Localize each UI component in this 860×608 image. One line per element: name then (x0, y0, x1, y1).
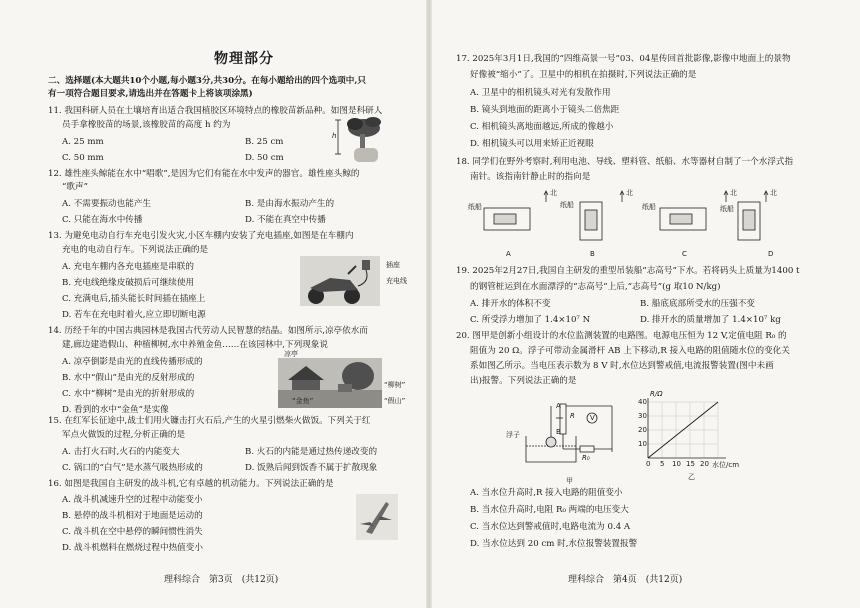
q13-stem-2: 充电的电动自行车。下列说法正确的是 (62, 245, 209, 255)
q20-resistance-graph (644, 396, 744, 468)
q16-option-b: B. 悬停的战斗机相对于地面是运动的 (62, 511, 203, 521)
q13-option-b: B. 充电线绝缘皮破损后可继续使用 (62, 278, 195, 288)
q20-float-label: 浮子 (506, 431, 520, 439)
q14-option-b: B. 水中“假山”是由光的反射形成的 (62, 373, 195, 383)
q14-stem-1: 14. 历经千年的中国古典园林是我国古代劳动人民智慧的结晶。如图所示,凉亭依水而 (48, 326, 368, 336)
q14-option-d: D. 看到的水中“金鱼”是实像 (62, 405, 169, 415)
q18-stem-2: 南针。该指南针静止时的指向是 (470, 172, 591, 182)
q18-boat-label-b: 纸船 (560, 201, 574, 209)
q18-boat-label-a: 纸船 (468, 203, 482, 211)
q14-goldfish-label: “金鱼” (292, 397, 314, 405)
q18-north-c: 北 (730, 189, 737, 197)
q20-x-tick-5: 5 (660, 460, 665, 468)
section-instruction-1: 二、选择题(本大题共10个小题,每小题3分,共30分。在每小题给出的四个选项中,只 (48, 76, 366, 86)
q19-option-a: A. 排开水的体积不变 (470, 299, 551, 309)
section-instruction-2: 有一项符合题目要求,请选出并在答题卡上将该项涂黑) (48, 89, 253, 99)
q18-north-a: 北 (550, 189, 557, 197)
q17-option-a: A. 卫星中的相机镜头对光有发散作用 (470, 88, 611, 98)
q18-north-d: 北 (770, 189, 777, 197)
right-page-footer: 理科综合 第4页 (共12页) (568, 575, 683, 585)
q14-option-a: A. 凉亭倒影是由光的直线传播形成的 (62, 357, 203, 367)
q20-voltmeter-label: V (590, 414, 595, 422)
q20-option-d: D. 当水位达到 20 cm 时,水位报警装置报警 (470, 539, 638, 549)
q20-y-tick-30: 30 (638, 412, 647, 420)
q13-stem-1: 13. 为避免电动自行车充电引发火灾,小区车棚内安装了充电插座,如图是在车棚内 (48, 231, 354, 241)
q17-stem-2: 好像被“缩小”了。卫星中的相机在拍摄时,下列说法正确的是 (470, 70, 697, 80)
q11-stem-1: 11. 我国科研人员在土壤培育出适合我国植胶区环境特点的橡胶苗新品种。如图是科研人 (48, 106, 383, 116)
q19-stem-1: 19. 2025年2月27日,我国自主研发的重型吊装船“志高号”下水。若将码头上质量为1400 t (456, 266, 800, 276)
q16-option-c: C. 战斗机在空中悬停的瞬间惯性消失 (62, 527, 203, 537)
q11-option-d: D. 50 cm (245, 153, 284, 163)
right-page (430, 0, 860, 608)
section-title: 物理部分 (214, 51, 274, 67)
q12-option-a: A. 不需要振动也能产生 (62, 199, 152, 209)
q14-option-c: C. 水中“柳树”是由光的折射形成的 (62, 389, 195, 399)
q14-willow-label: “柳树” (384, 381, 406, 389)
q20-terminal-b-label: B (556, 428, 561, 436)
q11-stem-2: 员手拿橡胶苗的场景,该橡胶苗的高度 h 约为 (62, 120, 231, 130)
q20-figure-a-label: 甲 (566, 477, 573, 485)
q11-option-a: A. 25 mm (62, 137, 104, 147)
q12-option-b: B. 是由海水振动产生的 (245, 199, 335, 209)
q20-x-tick-10: 10 (672, 460, 681, 468)
q17-option-c: C. 相机镜头离地面越远,所成的像越小 (470, 122, 614, 132)
q20-option-c: C. 当水位达到警戒值时,电路电流为 0.4 A (470, 522, 631, 532)
q15-option-a: A. 击打火石时,火石的内能变大 (62, 447, 180, 457)
q11-height-label: h (332, 132, 337, 140)
q16-option-a: A. 战斗机减速升空的过程中动能变小 (62, 495, 203, 505)
q18-option-c-label: C (682, 250, 687, 258)
q18-option-d-label: D (768, 250, 774, 258)
q12-stem-1: 12. 雄性座头鲸能在水中“唱歌”,是因为它们有能在水中发声的器官。雄性座头鲸的 (48, 169, 360, 179)
q20-y-tick-20: 20 (638, 426, 647, 434)
q20-terminal-a-label: A (556, 402, 561, 410)
q20-y-axis-label: R/Ω (650, 390, 663, 398)
q19-stem-2: 的钢管桩运到在水面漂浮的“志高号”上后,“志高号”(g 取10 N/kg) (470, 282, 721, 292)
q20-option-a: A. 当水位升高时,R 接入电路的阻值变小 (470, 488, 623, 498)
q17-stem-1: 17. 2025年3月1日,我国的“四维高景一号”03、04星传回首批影像,影像中地面上的景物 (456, 54, 791, 64)
q16-stem-1: 16. 如图是我国自主研发的战斗机,它有卓越的机动能力。下列说法正确的是 (48, 479, 334, 489)
q20-x-tick-0: 0 (646, 460, 651, 468)
q15-option-d: D. 饭熟后闻到饭香不属于扩散现象 (245, 463, 378, 473)
q16-fighter-jet-figure (356, 494, 398, 540)
q14-stem-2: 建,廊边建造假山、种植柳树,水中养殖金鱼……在该园林中,下列现象说 (62, 340, 329, 350)
q15-stem-1: 15. 在红军长征途中,战士们用火镰击打火石后,产生的火星引燃柴火做饭。下列关于红 (48, 416, 371, 426)
q12-option-c: C. 只能在海水中传播 (62, 215, 143, 225)
q18-north-b: 北 (626, 189, 633, 197)
q19-option-b: B. 船底底部所受水的压强不变 (640, 299, 755, 309)
q14-pavilion-label: 凉亭 (284, 350, 298, 358)
q12-stem-2: “歌声” (62, 182, 88, 192)
q20-x-tick-20: 20 (700, 460, 709, 468)
q13-ebike-figure (300, 256, 380, 306)
q20-stem-2: 阻值为 20 Ω。浮子可带动金属滑杆 AB 上下移动,R 接入电路的阻值随水位的变化关 (470, 346, 790, 356)
q17-option-d: D. 相机镜头可以用来矫正近视眼 (470, 139, 594, 149)
left-page (0, 0, 428, 608)
q13-socket-label: 插座 (386, 261, 400, 269)
q18-boat-label-d: 纸船 (720, 205, 734, 213)
q17-option-b: B. 镜头到地面的距离小于镜头二倍焦距 (470, 105, 620, 115)
q13-option-d: D. 若车在充电时着火,应立即切断电源 (62, 310, 206, 320)
q20-stem-3: 系如图乙所示。当电压表示数为 8 V 时,水位达到警戒值,电流报警装置(图中未画 (470, 361, 774, 371)
q20-figure-b-label: 乙 (688, 473, 695, 481)
q19-option-d: D. 排开水的质量增加了 1.4×10⁷ kg (640, 315, 781, 325)
q15-option-c: C. 锅口的“白气”是水蒸气吸热形成的 (62, 463, 203, 473)
q13-option-c: C. 充满电后,插头能长时间插在插座上 (62, 294, 206, 304)
q20-option-b: B. 当水位升高时,电阻 R₀ 两端的电压变大 (470, 505, 629, 515)
q16-option-d: D. 战斗机燃料在燃烧过程中热值变小 (62, 543, 203, 553)
q20-resistor-r0-label: R₀ (582, 454, 590, 462)
q20-x-tick-15: 15 (686, 460, 695, 468)
q18-option-b-label: B (590, 250, 595, 258)
q11-option-c: C. 50 mm (62, 153, 104, 163)
q11-rubber-seedling-figure (330, 112, 392, 164)
q14-rockery-label: “假山” (384, 397, 406, 405)
q20-y-tick-10: 10 (638, 440, 647, 448)
q13-cable-label: 充电线 (386, 277, 407, 285)
q18-stem-1: 18. 同学们在野外考察时,利用电池、导线、塑料管、纸船、水等器材自制了一个水浮式指 (456, 157, 794, 167)
q12-option-d: D. 不能在真空中传播 (245, 215, 326, 225)
q20-y-tick-40: 40 (638, 398, 647, 406)
q20-stem-4: 出)报警。下列说法正确的是 (470, 376, 577, 386)
q19-option-c: C. 所受浮力增加了 1.4×10⁷ N (470, 315, 591, 325)
q18-option-a-label: A (506, 250, 511, 258)
q18-boat-label-c: 纸船 (642, 203, 656, 211)
q20-x-axis-label: 水位/cm (712, 461, 740, 469)
q15-option-b: B. 火石的内能是通过热传递改变的 (245, 447, 378, 457)
q15-stem-2: 军点火做饭的过程,分析正确的是 (62, 430, 186, 440)
q20-resistor-r-label: R (570, 412, 575, 420)
left-page-footer: 理科综合 第3页 (共12页) (164, 575, 279, 585)
q20-stem-1: 20. 图甲是创新小组设计的水位监测装置的电路图。电源电压恒为 12 V,定值电阻 R₀ 的 (456, 331, 787, 341)
q20-circuit-diagram (516, 392, 626, 470)
q11-option-b: B. 25 cm (245, 137, 284, 147)
q13-option-a: A. 充电车棚内各充电插座是串联的 (62, 262, 194, 272)
